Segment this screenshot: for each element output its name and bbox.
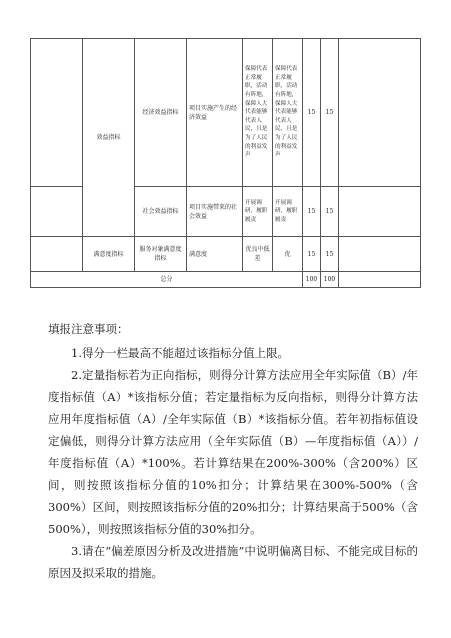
performance-table bbox=[30, 38, 421, 288]
cell-score-economic: 15 bbox=[321, 39, 339, 187]
cell-level2-satisfaction: 服务对象满意度指标 bbox=[135, 237, 187, 272]
cell-target-social: 开展调研，履职履责 bbox=[243, 187, 273, 237]
cell-weight-social: 15 bbox=[303, 187, 321, 237]
note-item-2: 2.定量指标若为正向指标，则得分计算方法应用全年实际值（B）/年度指标值（A）*该指标分值；若定量指标为反向指标，则得分计算方法应用年度指标值（A）/全年实际值（B）*该指标分值。若年初指标值设定偏低，则得分计算方法应用（全年实际值（B）—年度指标值（A））/年度指标值（A）*100%。若计算结果在200%-300%（含200%）区间，则按照该指标分值的10%扣分；计算结果在300%-500%（含300%）区间，则按照该指标分值的20%扣分；计算结果高于500%（含500%），则按照该指标分值的30%扣分。 bbox=[48, 368, 418, 536]
cell-score-social: 15 bbox=[321, 187, 339, 237]
cell-level3-economic: 项目实施产生的经济效益 bbox=[187, 39, 243, 187]
note-item-1: 1.得分一栏最高不能超过该指标分值上限。 bbox=[71, 346, 289, 360]
cell-weight-economic: 15 bbox=[303, 39, 321, 187]
cell-total-weight: 100 bbox=[303, 272, 321, 288]
cell-level2-economic: 经济效益指标 bbox=[135, 39, 187, 187]
table-row-total bbox=[31, 272, 421, 288]
cell-actual-social: 开展调研，履职履责 bbox=[273, 187, 303, 237]
cell-weight-satisfaction: 15 bbox=[303, 237, 321, 272]
filling-notes bbox=[48, 318, 418, 584]
cell-level1-satisfaction: 满意度指标 bbox=[83, 237, 135, 272]
notes-heading: 填报注意事项： bbox=[48, 322, 129, 336]
cell-total-label: 总分 bbox=[31, 272, 303, 288]
cell-target-satisfaction: 优良中低差 bbox=[243, 237, 273, 272]
cell-actual-economic: 保障代表正常履职，活动有阵地，保障人大代表能够代表人民，且是为了人民的利益发声 bbox=[273, 39, 303, 187]
cell-level3-social: 项目实施带来的社会效益 bbox=[187, 187, 243, 237]
table-row-economic bbox=[31, 39, 421, 187]
table-row-satisfaction bbox=[31, 237, 421, 272]
cell-level3-satisfaction: 满意度 bbox=[187, 237, 243, 272]
cell-level2-social: 社会效益指标 bbox=[135, 187, 187, 237]
cell-total-score: 100 bbox=[321, 272, 339, 288]
cell-target-economic: 保障代表正常履职，活动有阵地，保障人大代表能够代表人民，且是为了人民的利益发声 bbox=[243, 39, 273, 187]
note-item-3: 3.请在“偏差原因分析及改进措施”中说明偏离目标、不能完成目标的原因及拟采取的措施。 bbox=[48, 544, 418, 580]
cell-score-satisfaction: 15 bbox=[321, 237, 339, 272]
cell-actual-satisfaction: 优 bbox=[273, 237, 303, 272]
cell-level1-benefit: 效益指标 bbox=[83, 39, 135, 237]
